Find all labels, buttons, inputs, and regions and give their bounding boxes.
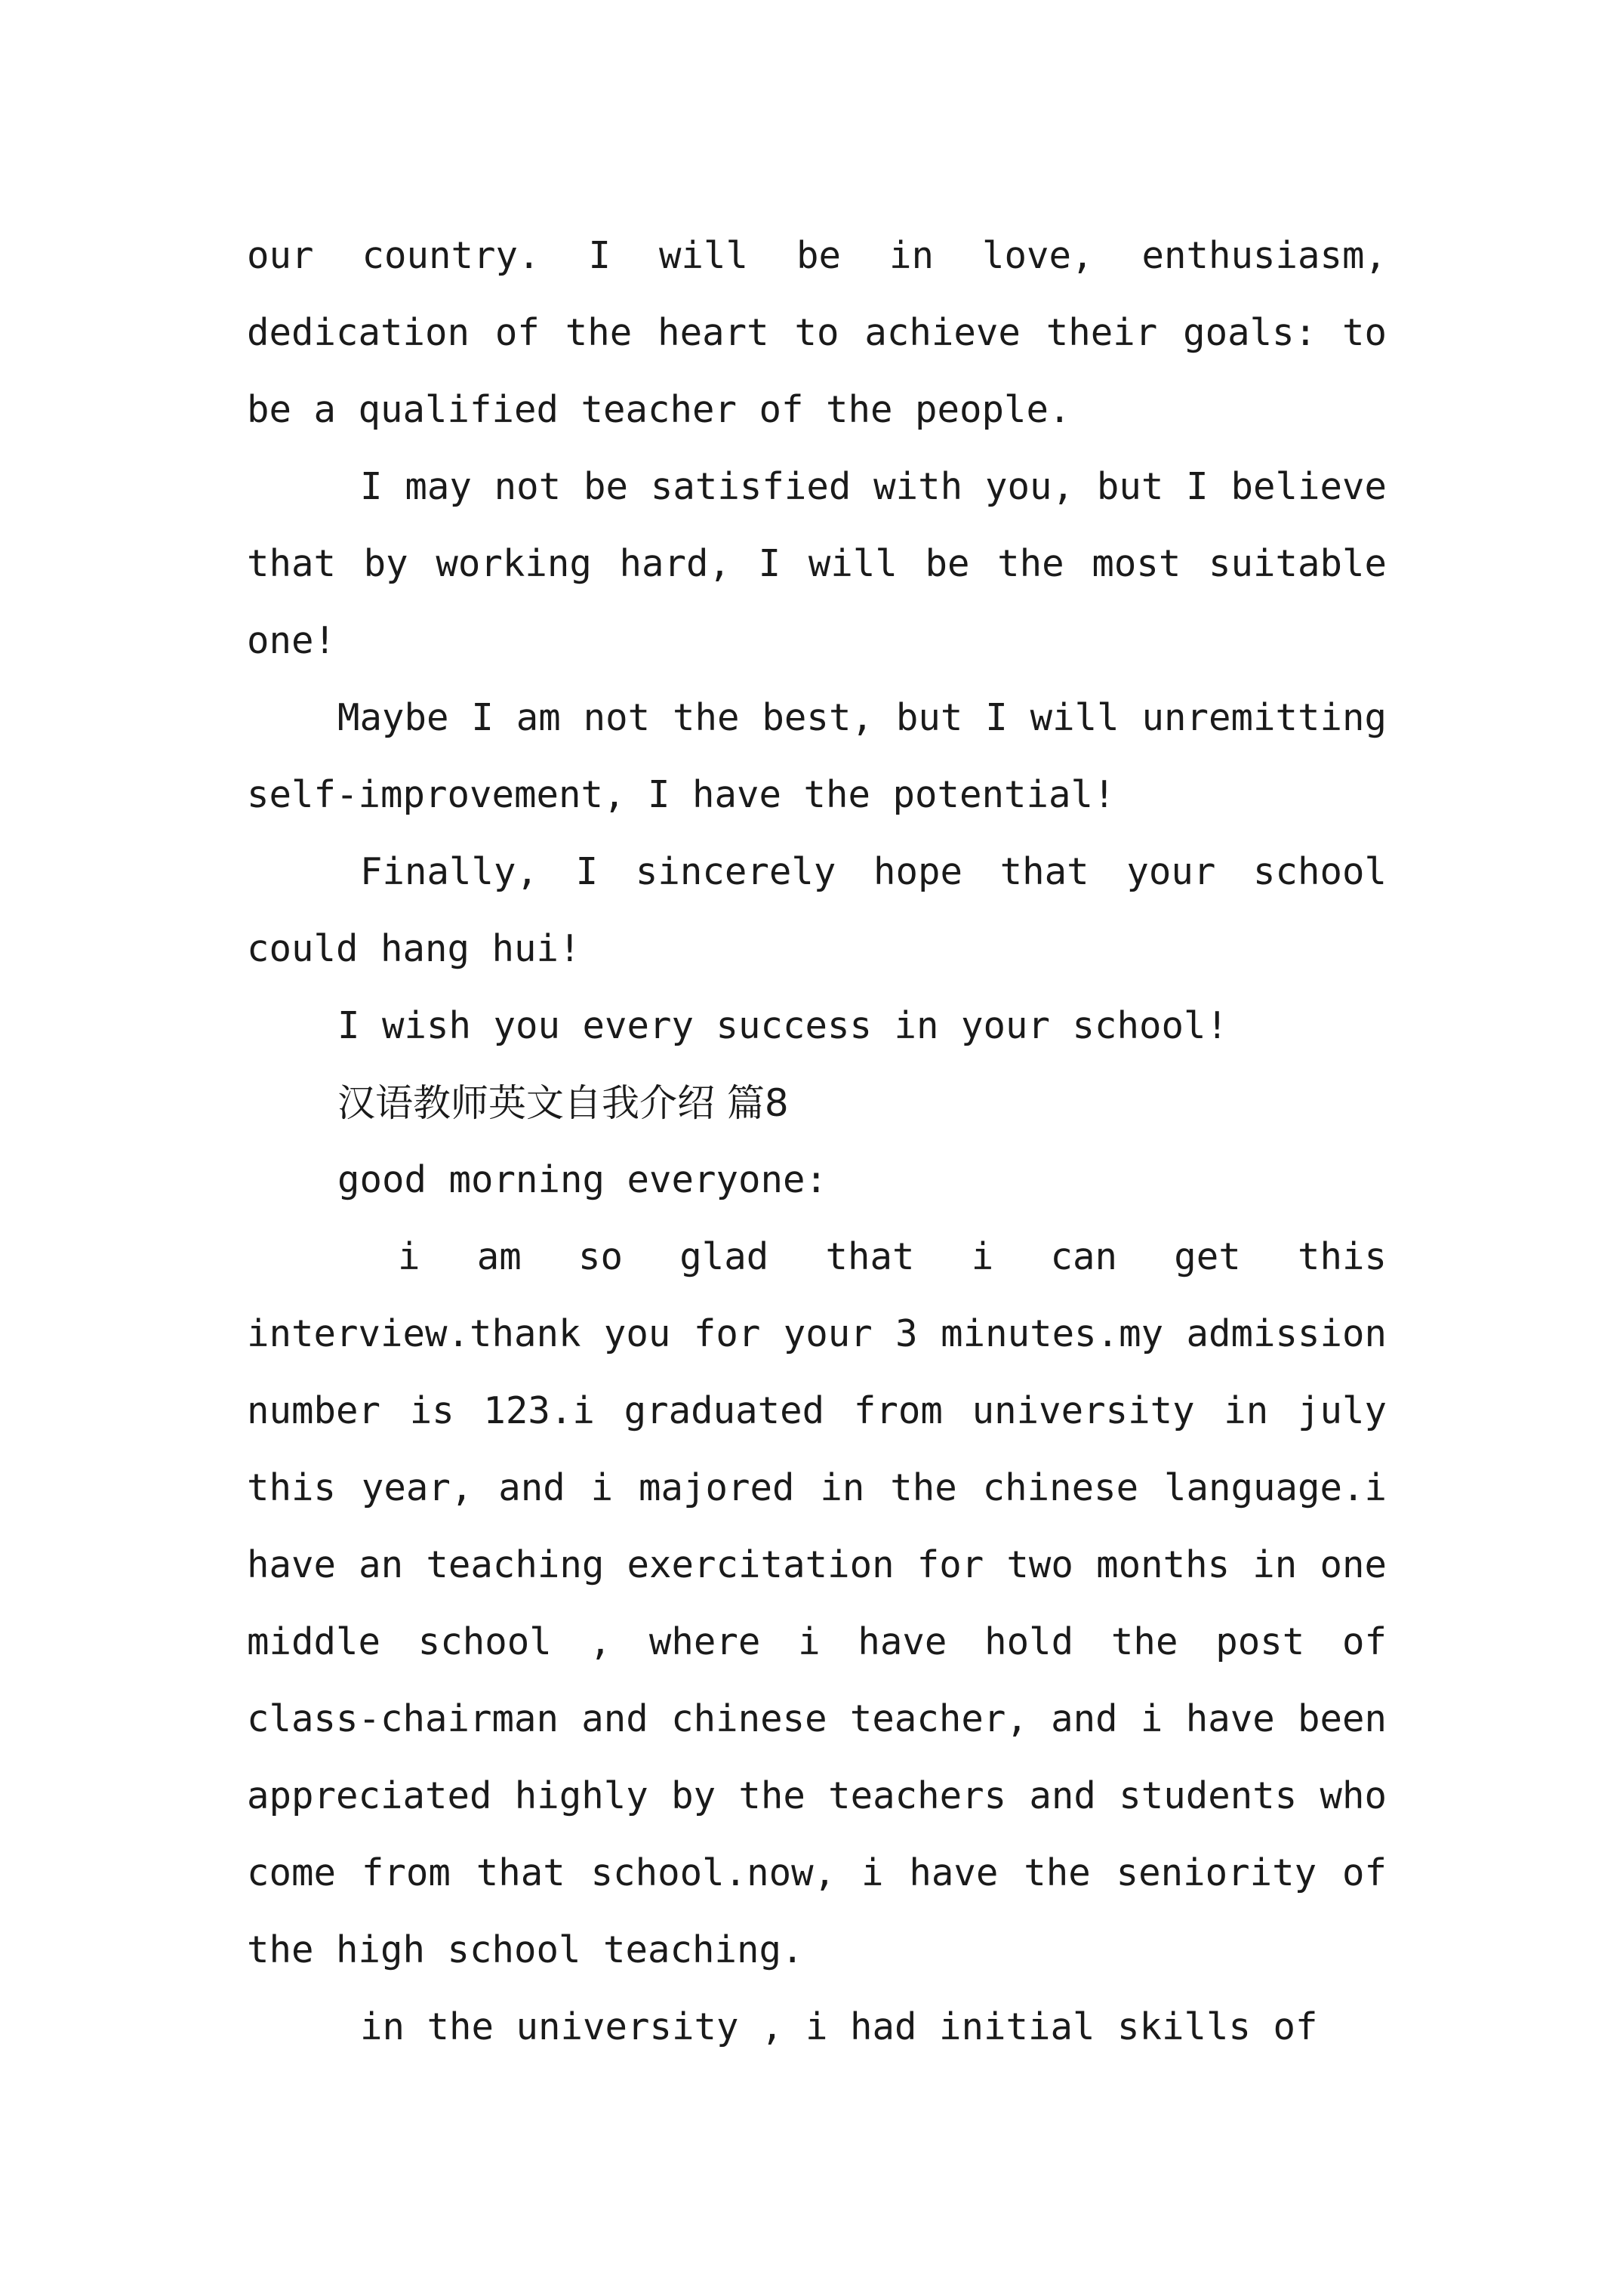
section-heading: 汉语教师英文自我介绍 篇8 xyxy=(337,1081,789,1125)
document-body xyxy=(247,217,1387,2066)
paragraph-greeting: good morning everyone: xyxy=(337,1158,828,1201)
paragraph-satisfied: I may not be satisfied with you, but I believe that by working hard, I will be the most suitable one! xyxy=(247,465,1387,662)
paragraph-interview: i am so glad that i can get this interview.thank you for your 3 minutes.my admission number is 123.i graduated from university in july this year, and i majored in the chinese language.i have an teaching exercitation for two months in one middle school , where i have hold the post of class-chairman and chinese teacher, and i have been appreciated highly by the teachers and students who come from that school.now, i have the seniority of the high school teaching. xyxy=(247,1235,1387,1971)
paragraph-wish-success: I wish you every success in your school! xyxy=(337,1004,1229,1047)
paragraph-our-country: our country. I will be in love, enthusiasm, dedication of the heart to achieve their goals: to be a qualified teacher of the people. xyxy=(247,234,1387,431)
paragraph-maybe-not-best: Maybe I am not the best, but I will unremitting self-improvement, I have the potential! xyxy=(247,696,1387,816)
paragraph-finally: Finally, I sincerely hope that your school could hang hui! xyxy=(247,850,1387,970)
paragraph-university: in the university , i had initial skills of xyxy=(360,2005,1318,2048)
